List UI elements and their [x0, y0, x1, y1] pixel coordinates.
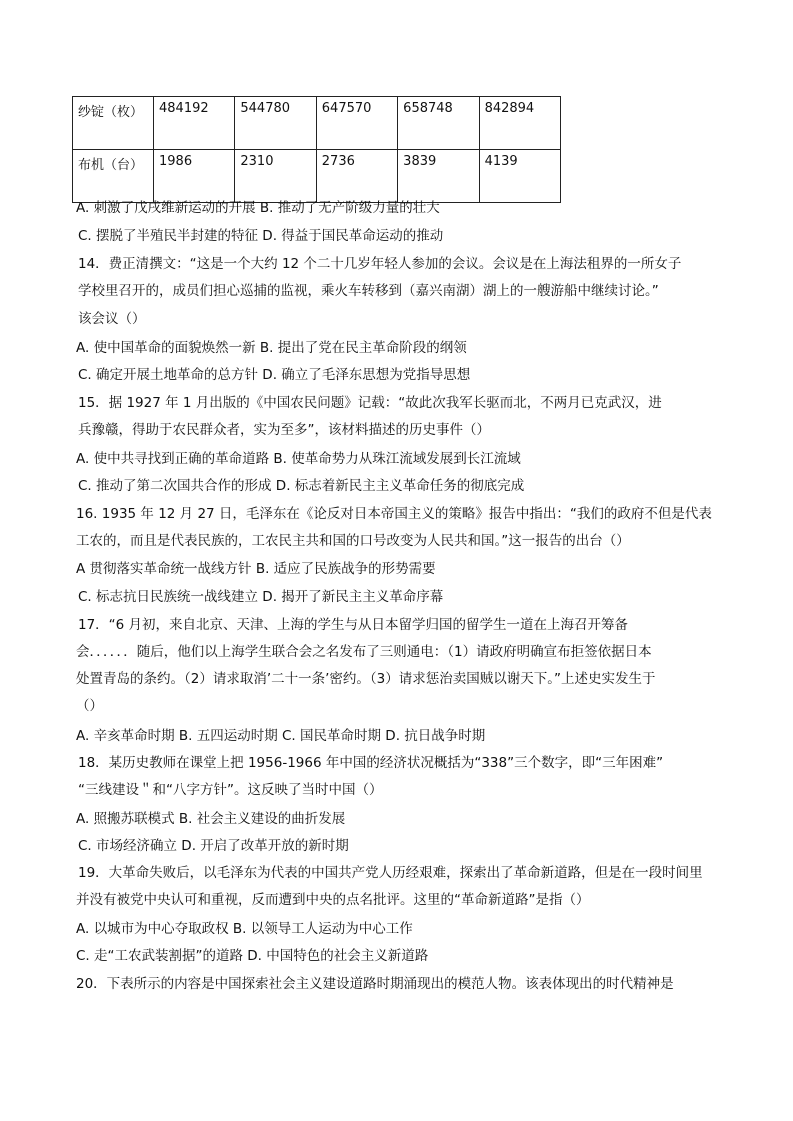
- q18-options-ab: A. 照搬苏联模式 B. 社会主义建设的曲折发展: [76, 811, 346, 827]
- q15-stem-line2: 兵豫赣，得助于农民群众者，实为至多”，该材料描述的历史事件（）: [78, 422, 490, 438]
- table-cell: 484192: [154, 97, 235, 150]
- table-cell: 544780: [235, 97, 316, 150]
- q15-options-cd: C. 推动了第二次国共合作的形成 D. 标志着新民主主义革命任务的彻底完成: [78, 478, 525, 494]
- table-cell: 1986: [154, 150, 235, 203]
- q14-options-ab: A. 使中国革命的面貌焕然一新 B. 提出了党在民主革命阶段的纲领: [76, 340, 467, 356]
- q13-options-cd: C. 摆脱了半殖民半封建的特征 D. 得益于国民革命运动的推动: [78, 228, 444, 244]
- q14-stem-line3: 该会议（）: [78, 311, 146, 327]
- q14-stem-line2: 学校里召开的，成员们担心巡捕的监视，乘火车转移到（嘉兴南湖）湖上的一艘游船中继续讨论。”: [78, 283, 659, 299]
- q14-options-cd: C. 确定开展土地革命的总方针 D. 确立了毛泽东思想为党指导思想: [78, 367, 471, 383]
- row-label: 布机（台）: [73, 150, 154, 203]
- q17-stem-line4: （）: [76, 698, 103, 714]
- table-cell: 842894: [479, 97, 560, 150]
- spindle-loom-table: [72, 96, 561, 203]
- q16-options-ab: A 贯彻落实革命统一战线方针 B. 适应了民族战争的形势需要: [76, 561, 436, 577]
- q18-stem-line2: “三线建设＂和“八字方针”。这反映了当时中国（）: [78, 782, 383, 798]
- q14-stem-line1: 14．费正清撰文：“这是一个大约 12 个二十几岁年轻人参加的会议。会议是在上海法租界的一所女子: [78, 256, 682, 272]
- table-cell: 658748: [398, 97, 479, 150]
- table-cell: 647570: [316, 97, 397, 150]
- q16-stem-line2: 工农的，而且是代表民族的，工农民主共和国的口号改变为人民共和国。”这一报告的出台（）: [76, 533, 630, 549]
- table-row: [73, 150, 561, 203]
- table-cell: 4139: [479, 150, 560, 203]
- q17-options: A. 辛亥革命时期 B. 五四运动时期 C. 国民革命时期 D. 抗日战争时期: [76, 728, 486, 744]
- q15-stem-line1: 15．据 1927 年 1 月出版的《中国农民问题》记载：“故此次我军长驱而北，不两月已克武汉，进: [78, 395, 662, 411]
- q19-options-ab: A. 以城市为中心夺取政权 B. 以领导工人运动为中心工作: [76, 921, 413, 937]
- table-cell: 3839: [398, 150, 479, 203]
- q19-stem-line1: 19．大革命失败后，以毛泽东为代表的中国共产党人历经艰难，探索出了革命新道路，但是在一段时间里: [78, 865, 703, 881]
- q16-options-cd: C. 标志抗日民族统一战线建立 D. 揭开了新民主主义革命序幕: [78, 589, 444, 605]
- q19-stem-line2: 并没有被党中央认可和重视，反而遭到中央的点名批评。这里的“革命新道路”是指（）: [76, 892, 590, 908]
- row-label: 纱锭（枚）: [73, 97, 154, 150]
- q15-options-ab: A. 使中共寻找到正确的革命道路 B. 使革命势力从珠江流域发展到长江流域: [76, 451, 521, 467]
- q19-options-cd: C. 走“工农武装割据”的道路 D. 中国特色的社会主义新道路: [76, 948, 429, 964]
- q16-stem-line1: 16. 1935 年 12 月 27 日，毛泽东在《论反对日本帝国主义的策略》报告中指出：“我们的政府不但是代表: [76, 506, 712, 522]
- table-row: [73, 97, 561, 150]
- q17-stem-line1: 17．“6 月初，来自北京、天津、上海的学生与从日本留学归国的留学生一道在上海召开筹备: [78, 617, 629, 633]
- q18-stem-line1: 18．某历史教师在课堂上把 1956-1966 年中国的经济状况概括为“338”三个数字，即“三年困难”: [78, 755, 664, 771]
- q18-options-cd: C. 市场经济确立 D. 开启了改革开放的新时期: [78, 838, 349, 854]
- q17-stem-line3: 处置青岛的条约。（2）请求取消’二十一条’密约。（3）请求惩治卖国贼以谢天下。”上述史实发生于: [76, 671, 656, 687]
- q13-options-ab: A. 刺激了戊戌维新运动的开展 B. 推动了无产阶级力量的壮大: [76, 200, 440, 216]
- table-cell: 2310: [235, 150, 316, 203]
- q20-stem-line1: 20．下表所示的内容是中国探索社会主义建设道路时期涌现出的模范人物。该表体现出的时代精神是: [76, 976, 674, 992]
- q17-stem-line2: 会．．．．．．随后，他们以上海学生联合会之名发布了三则通电：（1）请政府明确宣布拒签依据日本: [76, 644, 652, 660]
- table-cell: 2736: [316, 150, 397, 203]
